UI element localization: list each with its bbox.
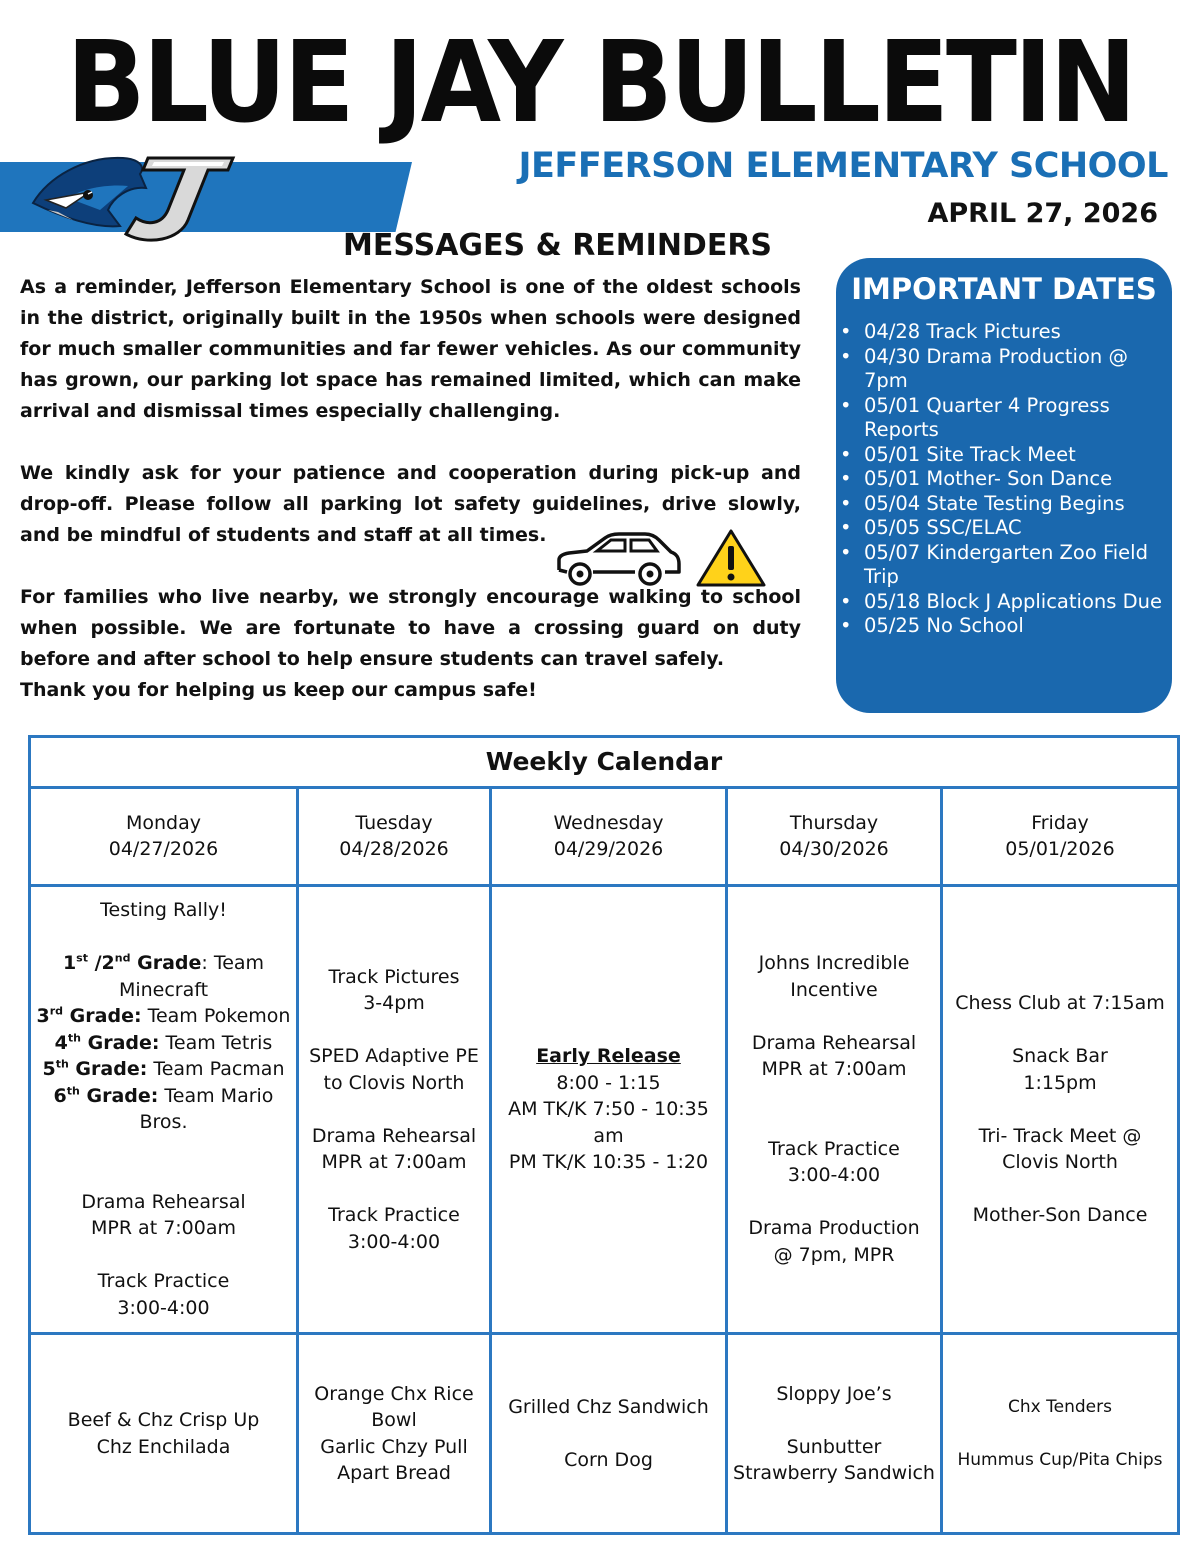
date-item: • 05/01 Site Track Meet <box>864 443 1172 468</box>
date-item: • 05/01 Mother- Son Dance <box>864 467 1172 492</box>
events-tuesday: Track Pictures 3-4pm SPED Adaptive PE to Clovis North Drama Rehearsal MPR at 7:00am Track Practice 3:00-4:00 <box>298 885 491 1334</box>
date-item: • 04/28 Track Pictures <box>864 320 1172 345</box>
events-friday: Chess Club at 7:15am Snack Bar 1:15pm Tri- Track Meet @ Clovis North Mother-Son Dance <box>942 885 1179 1334</box>
date-item: • 04/30 Drama Production @ 7pm <box>864 345 1172 394</box>
day-header-wednesday: Wednesday 04/29/2026 <box>491 788 727 885</box>
date-item: • 05/01 Quarter 4 Progress Reports <box>864 394 1172 443</box>
menu-friday: Chx Tenders Hummus Cup/Pita Chips <box>942 1334 1179 1534</box>
calendar-title: Weekly Calendar <box>30 737 1179 788</box>
messages-body <box>20 272 801 706</box>
message-paragraph: For families who live nearby, we strongly encourage walking to school when possible. We are fortunate to have a crossing guard on duty before and after school to help ensure students can travel safely. <box>20 586 801 670</box>
day-header-friday: Friday 05/01/2026 <box>942 788 1179 885</box>
warning-icon <box>695 528 767 588</box>
important-dates-panel <box>836 258 1172 713</box>
date-item: • 05/07 Kindergarten Zoo Field Trip <box>864 541 1172 590</box>
early-release-heading: Early Release <box>536 1045 681 1068</box>
events-thursday: Johns Incredible Incentive Drama Rehearsal MPR at 7:00am Track Practice 3:00-4:00 Drama Production @ 7pm, MPR <box>727 885 942 1334</box>
important-dates-list <box>836 320 1172 639</box>
blue-jay-logo-icon <box>28 148 243 248</box>
message-thanks: Thank you for helping us keep our campus safe! <box>20 679 537 701</box>
message-paragraph: We kindly ask for your patience and cooperation during pick-up and drop-off. Please follow all parking lot safety guidelines, drive slowly, and be mindful of students and staff at all times. <box>20 462 801 546</box>
school-name: JEFFERSON ELEMENTARY SCHOOL <box>518 146 1168 186</box>
date-item: • 05/18 Block J Applications Due <box>864 590 1172 615</box>
message-paragraph: As a reminder, Jefferson Elementary School is one of the oldest schools in the district, originally built in the 1950s when schools were designed for much smaller communities and far fewer vehicles. As our community has grown, our parking lot space has remained limited, which can make arrival and dismissal times especially challenging. <box>20 276 801 422</box>
date-item: • 05/05 SSC/ELAC <box>864 516 1172 541</box>
day-header-thursday: Thursday 04/30/2026 <box>727 788 942 885</box>
important-dates-title: IMPORTANT DATES <box>851 272 1157 306</box>
day-header-monday: Monday 04/27/2026 <box>30 788 298 885</box>
weekly-calendar <box>28 735 1180 1535</box>
bulletin-title: BLUE JAY BULLETIN <box>66 16 1134 148</box>
date-item: • 05/04 State Testing Begins <box>864 492 1172 517</box>
menu-monday: Beef & Chz Crisp Up Chz Enchilada <box>30 1334 298 1534</box>
messages-heading: MESSAGES & REMINDERS <box>343 228 773 263</box>
bulletin-date: APRIL 27, 2026 <box>927 198 1158 229</box>
car-icon <box>553 530 683 590</box>
events-wednesday: Early Release 8:00 - 1:15 AM TK/K 7:50 - 10:35 am PM TK/K 10:35 - 1:20 <box>491 885 727 1334</box>
day-header-tuesday: Tuesday 04/28/2026 <box>298 788 491 885</box>
menu-wednesday: Grilled Chz Sandwich Corn Dog <box>491 1334 727 1534</box>
menu-tuesday: Orange Chx Rice Bowl Garlic Chzy Pull Apart Bread <box>298 1334 491 1534</box>
menu-thursday: Sloppy Joe’s Sunbutter Strawberry Sandwich <box>727 1334 942 1534</box>
date-item: • 05/25 No School <box>864 614 1172 639</box>
events-monday: Testing Rally! 1st /2nd Grade: Team Minecraft 3rd Grade: Team Pokemon 4th Grade: Team Tetris 5th Grade: Team Pacman 6th Grade: Team Mario Bros. Drama Rehearsal MPR at 7:00am Track Practice 3:00-4:00 <box>30 885 298 1334</box>
